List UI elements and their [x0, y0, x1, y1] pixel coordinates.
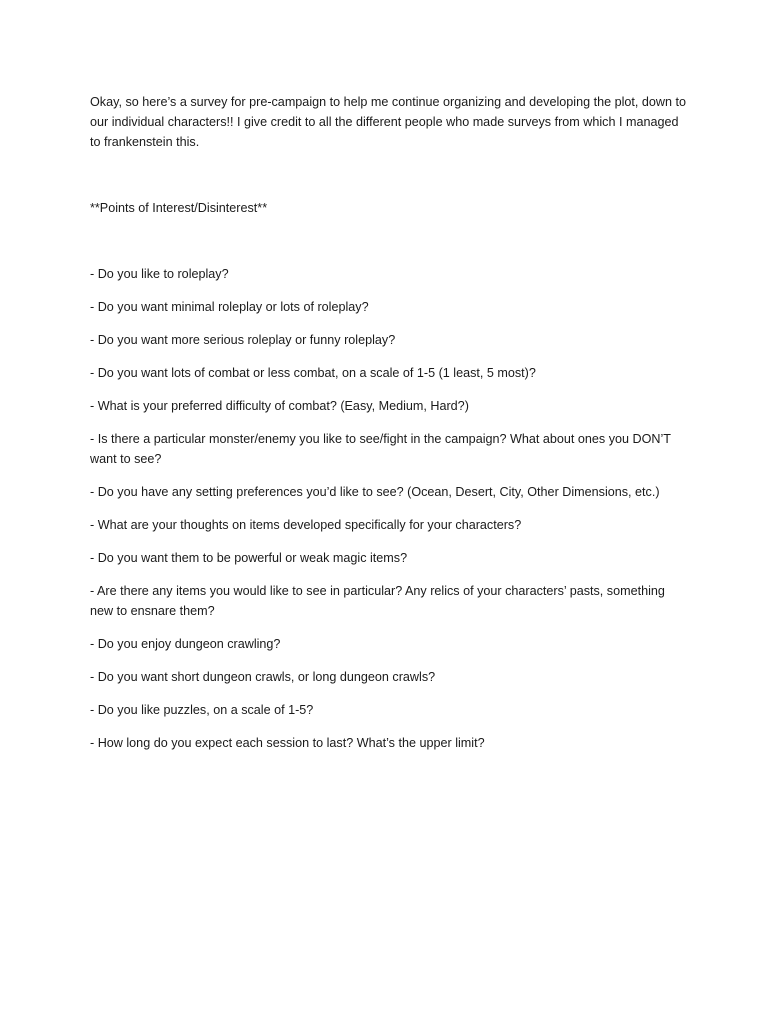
question-list	[90, 264, 690, 753]
question-item: - What are your thoughts on items developed specifically for your characters?	[90, 518, 522, 532]
question-item: - What is your preferred difficulty of combat? (Easy, Medium, Hard?)	[90, 399, 469, 413]
question-item: - Do you have any setting preferences you’d like to see? (Ocean, Desert, City, Other Dimensions, etc.)	[90, 485, 660, 499]
question-item: - Do you like to roleplay?	[90, 267, 229, 281]
section-heading: **Points of Interest/Disinterest**	[90, 201, 268, 215]
intro-paragraph: Okay, so here’s a survey for pre-campaign to help me continue organizing and developing the plot, down to our individual characters!! I give credit to all the different people who made surveys from which I managed to frankenstein this.	[90, 95, 686, 149]
document-body	[90, 92, 690, 766]
question-item: - How long do you expect each session to last? What’s the upper limit?	[90, 736, 485, 750]
question-item: - Do you want more serious roleplay or funny roleplay?	[90, 333, 396, 347]
question-item: - Do you want minimal roleplay or lots of roleplay?	[90, 300, 369, 314]
question-item: - Is there a particular monster/enemy you like to see/fight in the campaign? What about ones you DON’T want to see?	[90, 432, 671, 466]
question-item: - Do you like puzzles, on a scale of 1-5?	[90, 703, 314, 717]
question-item: - Do you want lots of combat or less combat, on a scale of 1-5 (1 least, 5 most)?	[90, 366, 536, 380]
question-item: - Do you enjoy dungeon crawling?	[90, 637, 281, 651]
question-item: - Are there any items you would like to see in particular? Any relics of your characters’ pasts, something new to ensnare them?	[90, 584, 665, 618]
question-item: - Do you want them to be powerful or weak magic items?	[90, 551, 408, 565]
question-item: - Do you want short dungeon crawls, or long dungeon crawls?	[90, 670, 436, 684]
